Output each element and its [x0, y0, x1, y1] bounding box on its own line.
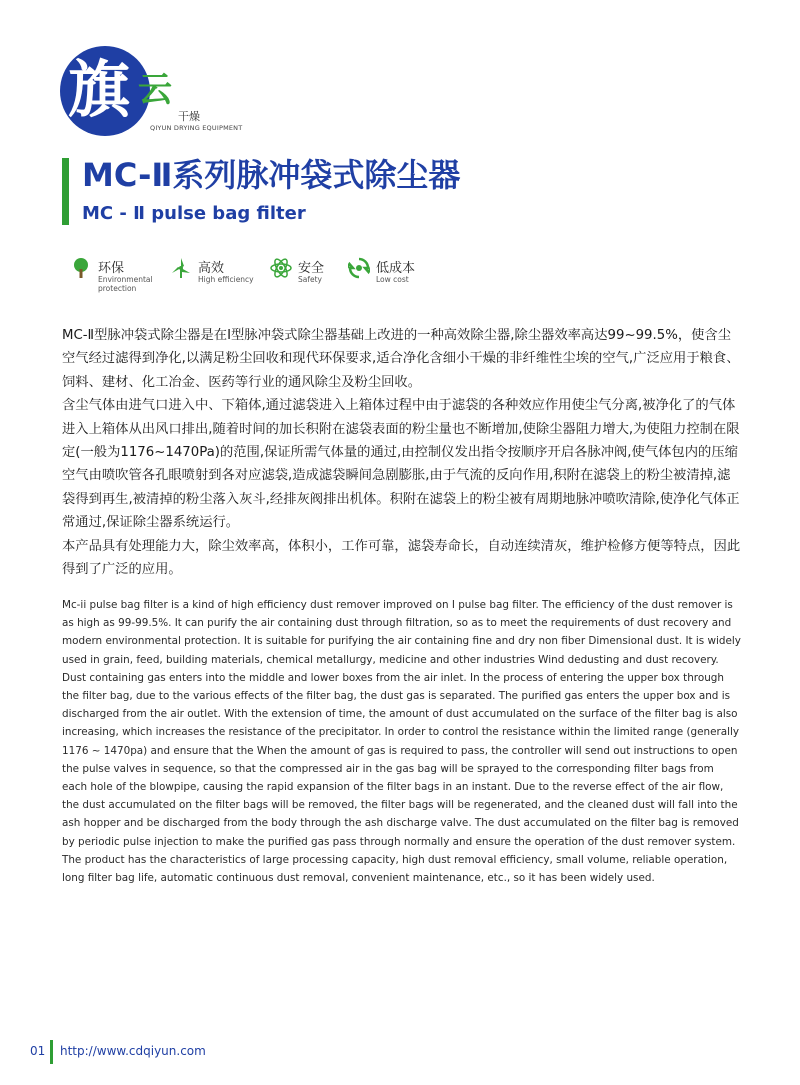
cn-paragraph: 本产品具有处理能力大，除尘效率高，体积小，工作可靠，滤袋寿命长，自动连续清灰，维护检修方便等特点，因此得到了广泛的应用。 — [62, 538, 741, 578]
en-paragraph: Dust containing gas enters into the middle and lower boxes from the air inlet. In the process of entering the upper box through the filter bag, due to the various effects of the filter bag, the dust gas is separated. The purified gas enters the upper box and is discharged from the air outlet. With the extension of time, the amount of dust accumulated on the surface of the filter bag is also increasing, which increases the resistance of the precipitator. In order to control the resistance within the limited range (generally 1176 ~ 1470pa) and ensure that the When the amount of gas is required to pass, the controller will send out instructions to open the pulse valves in sequence, so that the compressed air in the gas bag will be sprayed to the corresponding filter bags from each hole of the blowpipe, causing the rapid expansion of the filter bags in an instant. Due to the reverse effect of the air flow, the dust accumulated on the filter bags will be removed, the filter bags will be regenerated, and the cleaned dust will fall into the ash hopper and be discharged from the body through the ash discharge valve. The dust accumulated on the filter bag is removed by periodic pulse injection to make the purified gas pass through normally and ensure the operation of the dust remover system. — [62, 671, 740, 848]
english-description — [62, 596, 742, 887]
website-link[interactable]: http://www.cdqiyun.com — [60, 1044, 206, 1058]
logo-subtitle: 干燥 — [178, 110, 200, 123]
atom-icon — [270, 257, 292, 279]
feature-label-cn: 高效 — [198, 261, 225, 276]
feature-label-cn: 环保 — [98, 261, 125, 276]
tree-icon — [70, 257, 92, 279]
feature-label-en: High efficiency — [198, 275, 254, 284]
en-paragraph: The product has the characteristics of large processing capacity, high dust removal efficiency, small volume, reliable operation, long filter bag life, automatic continuous dust removal, convenient maintenance, etc., so it has been widely used. — [62, 853, 728, 885]
cn-paragraph: 含尘气体由进气口进入中、下箱体,通过滤袋进入上箱体过程中由于滤袋的各种效应作用使尘气分离,被净化了的气体进入上箱体从出风口排出,随着时间的加长积附在滤袋表面的粉尘量也不断增加,使除尘器阻力增大,为使阻力控制在限定(一般为1176~1470Pa)的范围,保证所需气体量的通过,由控制仪发出指令按顺序开启各脉冲阀,使气体包内的压缩空气由喷吹管各孔眼喷射到各对应滤袋,造成滤袋瞬间急剧膨胀,由于气流的反向作用,积附在滤袋上的粉尘被清掉,滤袋得到再生,被清掉的粉尘落入灰斗,经排灰阀排出机体。积附在滤袋上的粉尘被有周期地脉冲喷吹清除,使净化气体正常通过,保证除尘器系统运行。 — [62, 398, 740, 531]
feature-label-en: Environmental protection — [98, 275, 153, 293]
company-logo — [60, 46, 243, 136]
recycle-icon — [348, 257, 370, 279]
en-paragraph: Mc-ii pulse bag filter is a kind of high efficiency dust remover improved on I pulse bag filter. The efficiency of the dust remover is as high as 99-99.5%. It can purify the air containing dust through filtration, so as to meet the requirements of dust recovery and modern environmental protection. It is suitable for purifying the air containing fine and dry non fiber Dimensional dust. It is widely used in grain, feed, building materials, chemical metallurgy, medicine and other industries Wind dedusting and dust recovery. — [62, 599, 741, 666]
footer-divider — [50, 1040, 53, 1064]
feature-label-cn: 低成本 — [376, 261, 416, 276]
logo-english: QIYUN DRYING EQUIPMENT — [150, 124, 243, 132]
cn-paragraph: MC-Ⅱ型脉冲袋式除尘器是在Ⅰ型脉冲袋式除尘器基础上改进的一种高效除尘器,除尘器效率高达99~99.5%，使含尘空气经过滤得到净化,以满足粉尘回收和现代环保要求,适合净化含细小干燥的非纤维性尘埃的空气,广泛应用于粮食、饲料、建材、化工冶金、医药等行业的通风除尘及粉尘回收。 — [62, 328, 740, 390]
title-accent-bar — [62, 158, 69, 225]
feature-label-en: Low cost — [376, 275, 409, 284]
page-number: 01 — [30, 1044, 46, 1058]
chinese-description — [62, 324, 742, 581]
feature-label-cn: 安全 — [298, 261, 325, 276]
logo-char-yun: 云 — [138, 70, 172, 110]
turbine-icon — [170, 257, 192, 279]
page-title: MC-Ⅱ系列脉冲袋式除尘器 — [82, 156, 461, 194]
feature-list — [70, 255, 470, 295]
logo-char-qi: 旗 — [68, 53, 131, 126]
page-subtitle: MC - Ⅱ pulse bag filter — [82, 203, 306, 224]
feature-label-en: Safety — [298, 275, 322, 284]
